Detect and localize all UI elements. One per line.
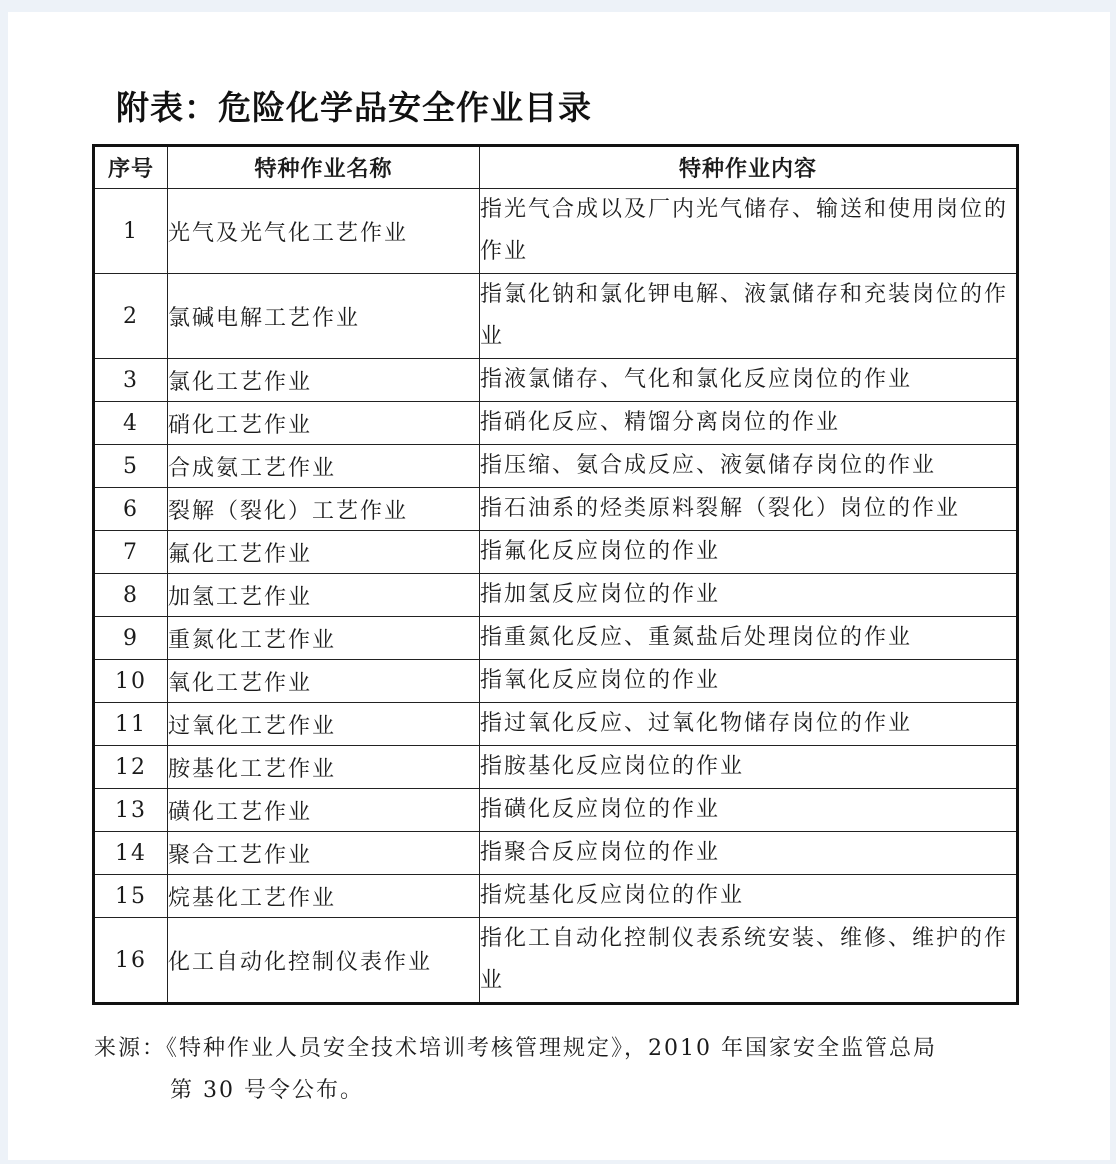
row-operation-name: 氟化工艺作业 xyxy=(168,531,480,574)
source-note-line-2: 第 30 号令公布。 xyxy=(170,1078,364,1103)
header-operation-content: 特种作业内容 xyxy=(480,146,1018,189)
row-operation-content: 指硝化反应、精馏分离岗位的作业 xyxy=(480,402,1018,445)
table-row xyxy=(94,789,1018,832)
row-serial-number: 9 xyxy=(94,617,168,660)
row-operation-name: 加氢工艺作业 xyxy=(168,574,480,617)
row-operation-name: 硝化工艺作业 xyxy=(168,402,480,445)
row-operation-content: 指液氯储存、气化和氯化反应岗位的作业 xyxy=(480,359,1018,402)
table-row xyxy=(94,574,1018,617)
row-serial-number: 11 xyxy=(94,703,168,746)
row-operation-content: 指胺基化反应岗位的作业 xyxy=(480,746,1018,789)
row-operation-content: 指压缩、氨合成反应、液氨储存岗位的作业 xyxy=(480,445,1018,488)
table-row xyxy=(94,875,1018,918)
row-operation-name: 磺化工艺作业 xyxy=(168,789,480,832)
table-row xyxy=(94,660,1018,703)
source-note-line-1: 来源：《特种作业人员安全技术培训考核管理规定》，2010 年国家安全监管总局 xyxy=(94,1036,937,1061)
table-row xyxy=(94,445,1018,488)
row-serial-number: 14 xyxy=(94,832,168,875)
table-row xyxy=(94,832,1018,875)
row-operation-content: 指氯化钠和氯化钾电解、液氯储存和充装岗位的作业 xyxy=(480,274,1018,359)
row-operation-name: 氯碱电解工艺作业 xyxy=(168,274,480,359)
row-serial-number: 5 xyxy=(94,445,168,488)
row-operation-name: 化工自动化控制仪表作业 xyxy=(168,918,480,1004)
table-row xyxy=(94,359,1018,402)
row-operation-name: 胺基化工艺作业 xyxy=(168,746,480,789)
row-serial-number: 6 xyxy=(94,488,168,531)
table-row xyxy=(94,274,1018,359)
header-operation-name: 特种作业名称 xyxy=(168,146,480,189)
table-header-row xyxy=(94,146,1018,189)
table-row xyxy=(94,402,1018,445)
row-serial-number: 3 xyxy=(94,359,168,402)
row-operation-name: 过氧化工艺作业 xyxy=(168,703,480,746)
row-operation-name: 氯化工艺作业 xyxy=(168,359,480,402)
row-operation-content: 指石油系的烃类原料裂解（裂化）岗位的作业 xyxy=(480,488,1018,531)
row-operation-name: 重氮化工艺作业 xyxy=(168,617,480,660)
table-row xyxy=(94,488,1018,531)
row-operation-name: 光气及光气化工艺作业 xyxy=(168,189,480,274)
row-operation-content: 指化工自动化控制仪表系统安装、维修、维护的作业 xyxy=(480,918,1018,1004)
row-operation-name: 裂解（裂化）工艺作业 xyxy=(168,488,480,531)
row-serial-number: 1 xyxy=(94,189,168,274)
row-operation-name: 合成氨工艺作业 xyxy=(168,445,480,488)
table-row xyxy=(94,531,1018,574)
row-operation-content: 指过氧化反应、过氧化物储存岗位的作业 xyxy=(480,703,1018,746)
row-operation-content: 指光气合成以及厂内光气储存、输送和使用岗位的作业 xyxy=(480,189,1018,274)
row-operation-name: 烷基化工艺作业 xyxy=(168,875,480,918)
document-title: 附表：危险化学品安全作业目录 xyxy=(116,88,592,127)
table-row xyxy=(94,189,1018,274)
row-operation-content: 指重氮化反应、重氮盐后处理岗位的作业 xyxy=(480,617,1018,660)
row-serial-number: 7 xyxy=(94,531,168,574)
row-serial-number: 15 xyxy=(94,875,168,918)
table-row xyxy=(94,703,1018,746)
table-row xyxy=(94,746,1018,789)
row-operation-content: 指氟化反应岗位的作业 xyxy=(480,531,1018,574)
row-serial-number: 16 xyxy=(94,918,168,1004)
table-row xyxy=(94,617,1018,660)
row-serial-number: 4 xyxy=(94,402,168,445)
row-operation-content: 指磺化反应岗位的作业 xyxy=(480,789,1018,832)
row-serial-number: 13 xyxy=(94,789,168,832)
row-operation-content: 指加氢反应岗位的作业 xyxy=(480,574,1018,617)
row-serial-number: 12 xyxy=(94,746,168,789)
row-operation-content: 指聚合反应岗位的作业 xyxy=(480,832,1018,875)
table-body xyxy=(94,189,1018,1004)
source-note xyxy=(94,1028,994,1112)
row-serial-number: 10 xyxy=(94,660,168,703)
row-operation-name: 氧化工艺作业 xyxy=(168,660,480,703)
row-operation-content: 指烷基化反应岗位的作业 xyxy=(480,875,1018,918)
row-serial-number: 8 xyxy=(94,574,168,617)
row-serial-number: 2 xyxy=(94,274,168,359)
hazardous-chemicals-table xyxy=(92,144,1019,1005)
header-serial-number: 序号 xyxy=(94,146,168,189)
row-operation-name: 聚合工艺作业 xyxy=(168,832,480,875)
table-row xyxy=(94,918,1018,1004)
row-operation-content: 指氧化反应岗位的作业 xyxy=(480,660,1018,703)
